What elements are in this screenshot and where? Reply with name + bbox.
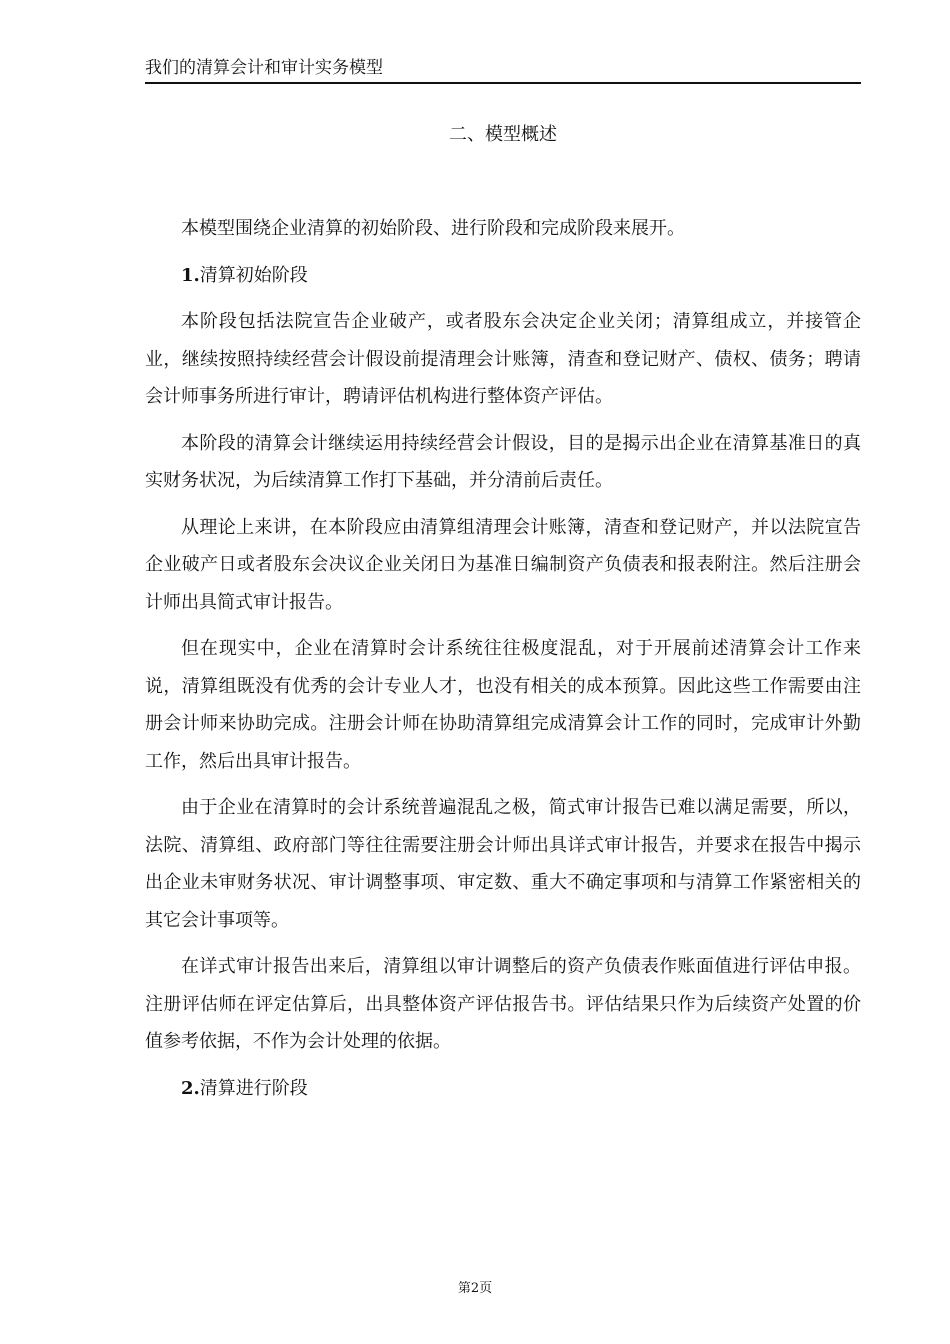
subheading-number: 2.	[181, 1077, 200, 1099]
paragraph: 本阶段的清算会计继续运用持续经营会计假设，目的是揭示出企业在清算基准日的真实财务状况，为后续清算工作打下基础，并分清前后责任。	[145, 432, 861, 491]
paragraph: 但在现实中，企业在清算时会计系统往往极度混乱，对于开展前述清算会计工作来说，清算组既没有优秀的会计专业人才，也没有相关的成本预算。因此这些工作需要由注册会计师来协助完成。注册会计师在协助清算组完成清算会计工作的同时，完成审计外勤工作，然后出具审计报告。	[145, 638, 861, 772]
page-header	[145, 56, 861, 84]
subheading-progress-stage	[145, 1070, 861, 1108]
intro-paragraph: 本模型围绕企业清算的初始阶段、进行阶段和完成阶段来展开。	[181, 218, 685, 239]
paragraph: 在详式审计报告出来后，清算组以审计调整后的资产负债表作账面值进行评估申报。注册评估师在评定估算后，出具整体资产评估报告书。评估结果只作为后续资产处置的价值参考依据，不作为会计处理的依据。	[145, 956, 861, 1052]
subheading-number: 1.	[181, 264, 200, 286]
document-body	[145, 210, 861, 1116]
page-number: 第2页	[457, 1281, 493, 1296]
header-title: 我们的清算会计和审计实务模型	[145, 58, 383, 78]
subheading-initial-stage	[145, 257, 861, 295]
paragraph: 由于企业在清算时的会计系统普遍混乱之极，简式审计报告已难以满足需要，所以，法院、清算组、政府部门等往往需要注册会计师出具详式审计报告，并要求在报告中揭示出企业未审财务状况、审计调整事项、审定数、重大不确定事项和与清算工作紧密相关的其它会计事项等。	[145, 797, 861, 931]
subheading-label: 清算进行阶段	[199, 1077, 308, 1099]
subheading-label: 清算初始阶段	[199, 264, 308, 286]
section-title: 二、模型概述	[449, 124, 557, 145]
paragraph: 从理论上来讲，在本阶段应由清算组清理会计账簿，清查和登记财产，并以法院宣告企业破产日或者股东会决议企业关闭日为基准日编制资产负债表和报表附注。然后注册会计师出具简式审计报告。	[145, 516, 861, 613]
paragraph: 本阶段包括法院宣告企业破产，或者股东会决定企业关闭；清算组成立，并接管企业，继续按照持续经营会计假设前提清理会计账簿，清查和登记财产、债权、债务；聘请会计师事务所进行审计，聘请评估机构进行整体资产评估。	[145, 311, 861, 407]
